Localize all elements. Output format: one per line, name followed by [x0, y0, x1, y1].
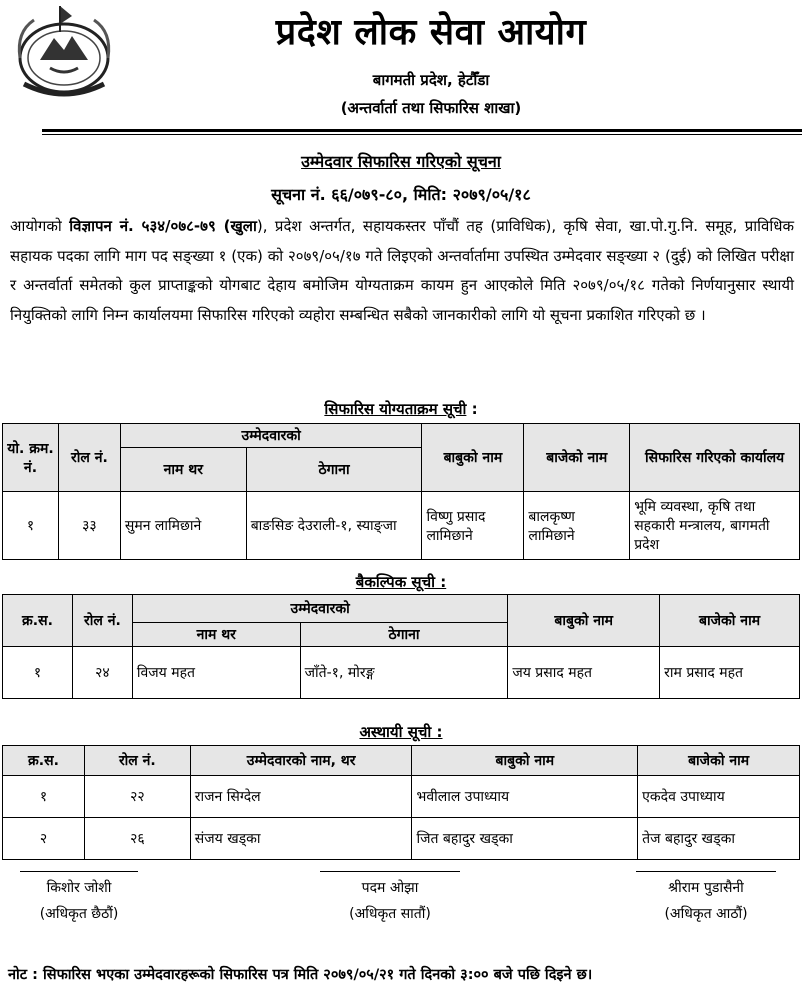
temporary-table — [2, 745, 800, 860]
table-row: १ २४ विजय महत जाँते-१, मोरङ्ग जय प्रसाद महत राम प्रसाद महत — [3, 647, 800, 699]
signature-2 — [320, 871, 460, 924]
col-father: बाबुको नाम — [422, 424, 524, 492]
col-roll: रोल नं. — [84, 746, 190, 776]
signature-3 — [636, 871, 776, 924]
col-sn: क्र.स. — [3, 595, 73, 647]
col-grandfather: बाजेको नाम — [660, 595, 800, 647]
signatory-rank: (अधिकृत छैठौं) — [39, 906, 119, 922]
para-body: ), प्रदेश अन्तर्गत, सहायकस्तर पाँचौं तह (प्राविधिक), कृषि सेवा, खा.पो.गु.नि. समूह, प्राविधिक सहायक पदका लागि माग पद सङ्ख्या १ (एक) को २०७९/०५/१७ गते लिइएको अन्तर्वार्तामा उपस्थित उम्मेदवार सङ्ख्या २ (दुई) को लिखित परीक्षा र अन्तर्वार्ता समेतको कुल प्राप्ताङ्कको योगबाट देहाय बमोजिम योग्यताक्रम कायम हुन आएकोले मिति २०७९/०५/१८ गतेको निर्णयानुसार स्थायी नियुक्तिको लागि निम्न कार्यालयमा सिफारिस गरिएको व्यहोरा सम्बन्धित सबैको जानकारीको लागि यो सूचना प्रकाशित गरिएको छ । — [10, 217, 794, 324]
header-rule-thin — [42, 134, 802, 135]
signatory-name: पदम ओझा — [361, 880, 419, 896]
para-advert-number: विज्ञापन नं. ५३४/०७८-७९ (खुला — [69, 217, 257, 235]
col-father: बाबुको नाम — [508, 595, 660, 647]
signature-1 — [20, 871, 138, 924]
col-name: नाम थर — [120, 448, 246, 492]
notice-paragraph — [10, 212, 794, 330]
temp-caption: अस्थायी सूची : — [359, 723, 443, 741]
signatory-name: किशोर जोशी — [46, 880, 112, 896]
col-roll: रोल नं. — [72, 595, 132, 647]
col-sn: क्र.स. — [3, 746, 85, 776]
col-name: नाम थर — [132, 623, 300, 647]
para-prefix: आयोगको — [10, 217, 70, 235]
table-row: २ २६ संजय खड्का जित बहादुर खड्का तेज बहादुर खड्का — [3, 818, 800, 860]
table-row: १ २२ राजन सिग्देल भवीलाल उपाध्याय एकदेव उपाध्याय — [3, 776, 800, 818]
col-office: सिफारिस गरिएको कार्यालय — [630, 424, 800, 492]
col-roll: रोल नं. — [58, 424, 120, 492]
notice-heading: उम्मेदवार सिफारिस गरिएको सूचना — [301, 152, 501, 171]
col-sn: यो. क्रम. नं. — [3, 424, 59, 492]
col-address: ठेगाना — [246, 448, 422, 492]
commission-title: प्रदेश लोक सेवा आयोग — [275, 12, 587, 53]
col-candidate: उम्मेदवारको — [120, 424, 422, 448]
recommendation-table — [2, 423, 800, 560]
col-father: बाबुको नाम — [412, 746, 638, 776]
signatory-rank: (अधिकृत आठौं) — [664, 906, 748, 922]
header-rule — [42, 129, 802, 132]
notice-number: सूचना नं. ६६/०७९-८०, मिति: २०७९/०५/१८ — [271, 185, 531, 204]
alternate-table — [2, 594, 800, 699]
col-grandfather: बाजेको नाम — [524, 424, 630, 492]
branch-subtitle: (अन्तर्वार्ता तथा सिफारिस शाखा) — [340, 99, 522, 117]
rec-caption: सिफारिस योग्यताक्रम सूची : — [324, 400, 478, 418]
province-subtitle: बागमती प्रदेश, हेटौँडा — [372, 71, 490, 89]
col-address: ठेगाना — [300, 623, 508, 647]
col-candidate: उम्मेदवारको — [132, 595, 507, 623]
col-grandfather: बाजेको नाम — [638, 746, 800, 776]
alt-caption: बैकल्पिक सूची : — [355, 573, 447, 591]
table-row: १ ३३ सुमन लामिछाने बाङसिङ देउराली-१, स्याङ्जा विष्णु प्रसाद लामिछाने बालकृष्ण लामिछाने भूमि व्यवस्था, कृषि तथा सहकारी मन्त्रालय, बागमती प्रदेश — [3, 492, 800, 560]
signatory-name: श्रीराम पुडासैनी — [668, 880, 744, 896]
col-name: उम्मेदवारको नाम, थर — [190, 746, 412, 776]
footer-note: नोट : सिफारिस भएका उम्मेदवारहरूको सिफारिस पत्र मिति २०७९/०५/२१ गते दिनको ३:०० बजे पछि दिइने छ। — [8, 967, 593, 983]
signatory-rank: (अधिकृत सातौं) — [349, 906, 431, 922]
